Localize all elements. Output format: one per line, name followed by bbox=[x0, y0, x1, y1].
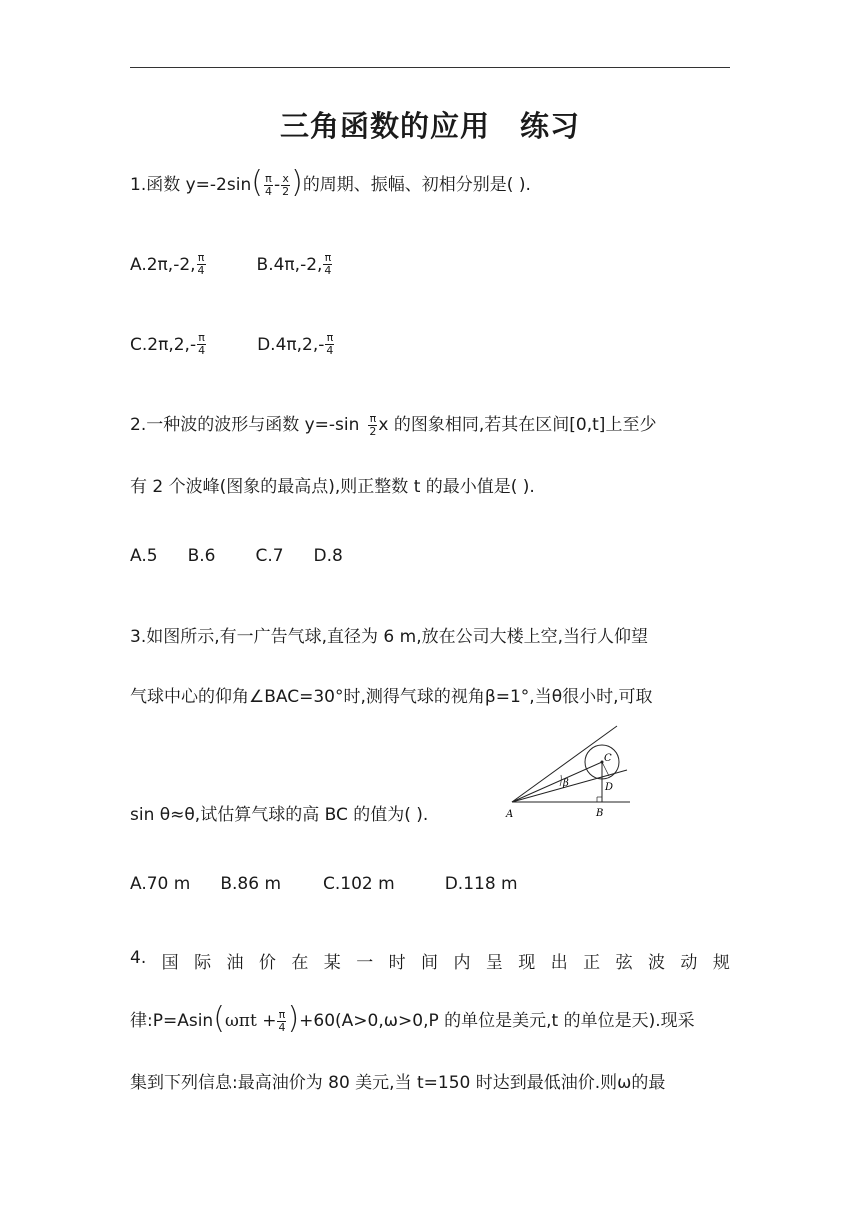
label-beta: β bbox=[563, 778, 569, 789]
q3-option-b: B.86 m bbox=[220, 874, 282, 894]
question-1-options-cd bbox=[130, 332, 335, 357]
question-3-stem-line-3: sin θ≈θ,试估算气球的高 BC 的值为( ). bbox=[130, 805, 429, 825]
page-title: 三角函数的应用 练习 bbox=[279, 109, 580, 143]
q4-fraction-pi-4: $\frac{\pi}{4}$ bbox=[278, 1007, 286, 1034]
q2-option-d: D.8 bbox=[313, 546, 343, 566]
question-4-stem-line-3: 集到下列信息:最高油价为 80 美元,当 t=150 时达到最低油价.则ω的最 bbox=[130, 1073, 666, 1093]
q1-prefix: 1.函数 y=-2sin bbox=[130, 175, 252, 195]
q2-fraction-pi-2: $\frac{\pi}{2}$ bbox=[369, 411, 377, 438]
label-b: B bbox=[596, 808, 604, 819]
label-c: C bbox=[604, 753, 612, 764]
label-d: D bbox=[605, 782, 614, 793]
question-2-stem-line-1: 2.一种波的波形与函数 y=-sin $\frac{\pi}{2}$ x 的图象相同,若其在区间[0,t]上至少 bbox=[130, 411, 657, 438]
q1-option-a: A.2π,-2, $\frac{\pi}{4}$ bbox=[130, 251, 205, 277]
q1-option-b: B.4π,-2, $\frac{\pi}{4}$ bbox=[256, 251, 332, 277]
q3-option-a: A.70 m bbox=[130, 874, 191, 894]
q2-option-c: C.7 bbox=[255, 546, 284, 566]
q3-option-d: D.118 m bbox=[444, 874, 518, 894]
question-1-options-ab bbox=[130, 252, 333, 277]
label-a: A bbox=[506, 809, 514, 820]
q1-suffix: 的周期、振幅、初相分别是( ). bbox=[302, 175, 531, 195]
q1-option-d: D.4π,2,- $\frac{\pi}{4}$ bbox=[257, 331, 334, 357]
q2-option-a: A.5 bbox=[130, 546, 158, 566]
question-4-stem-line-1: 4. 国 际 油 价 在 某 一 时 间 内 呈 现 出 正 弦 波 动 规 bbox=[130, 948, 730, 973]
question-2-stem-line-2: 有 2 个波峰(图象的最高点),则正整数 t 的最小值是( ). bbox=[130, 477, 535, 497]
question-3-stem-line-2: 气球中心的仰角∠BAC=30°时,测得气球的视角β=1°,当θ很小时,可取 bbox=[130, 687, 653, 707]
question-1-stem: 1.函数 y=-2sin( $\frac{\pi}{4}$ - $\frac{x}{2}$ )的周期、振幅、初相分别是( ). bbox=[130, 165, 531, 200]
balloon-figure bbox=[505, 722, 635, 820]
top-rule bbox=[130, 67, 730, 68]
q1-fraction-x-2: $\frac{x}{2}$ bbox=[282, 171, 290, 198]
q2-option-b: B.6 bbox=[187, 546, 216, 566]
question-3-stem-line-1: 3.如图所示,有一广告气球,直径为 6 m,放在公司大楼上空,当行人仰望 bbox=[130, 627, 649, 647]
q1-fraction-pi-4: $\frac{\pi}{4}$ bbox=[264, 171, 272, 198]
question-3-options bbox=[130, 874, 518, 894]
q1-option-c: C.2π,2,- $\frac{\pi}{4}$ bbox=[130, 331, 206, 357]
question-4-stem-line-2: 律:P=Asin(ωπt + $\frac{\pi}{4}$ )+60(A>0,ω>0,P 的单位是美元,t 的单位是天).现采 bbox=[130, 1001, 695, 1036]
question-2-options bbox=[130, 546, 343, 566]
q3-option-c: C.102 m bbox=[323, 874, 395, 894]
